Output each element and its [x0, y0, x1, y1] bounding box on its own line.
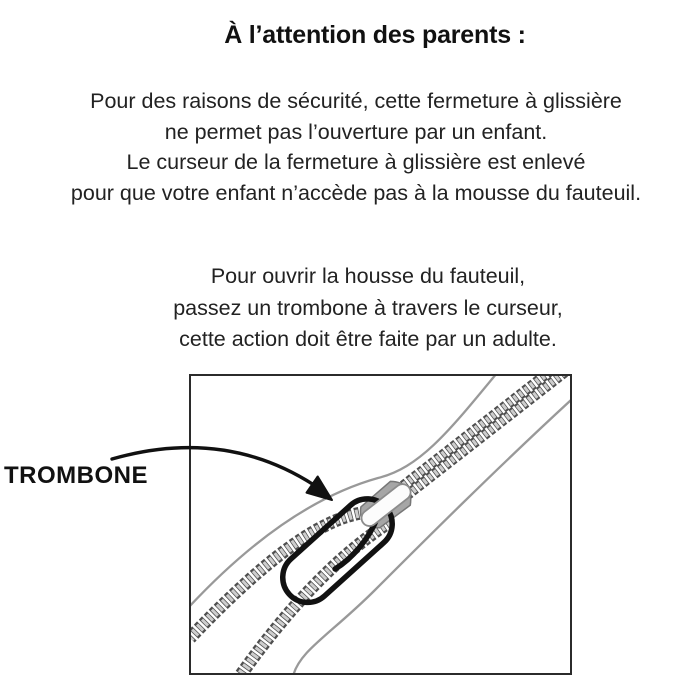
fabric-edge-lower: [293, 400, 571, 676]
safety-line: Pour des raisons de sécurité, cette fermeture à glissière: [90, 89, 622, 113]
safety-line: Le curseur de la fermeture à glissière est enlevé: [126, 150, 586, 174]
instruction-paragraph: [18, 261, 700, 356]
fabric-edge-upper: [188, 373, 497, 608]
safety-line: ne permet pas l’ouverture par un enfant.: [164, 119, 548, 144]
callout-arrow-head: [307, 477, 333, 501]
instruction-line: Pour ouvrir la housse du fauteuil,: [210, 264, 526, 288]
trombone-callout-label: TROMBONE: [4, 462, 148, 489]
safety-paragraph: [6, 86, 700, 208]
instruction-line: cette action doit être faite par un adulte.: [179, 327, 557, 351]
callout-arrow-shaft: [112, 448, 314, 485]
zipper-art: [188, 361, 571, 676]
instruction-line: passez un trombone à travers le curseur,: [173, 295, 563, 320]
page-title: À l’attention des parents :: [224, 21, 526, 49]
zipper-diagram: [0, 360, 700, 700]
safety-line: pour que votre enfant n’accède pas à la mousse du fauteuil.: [70, 180, 642, 205]
